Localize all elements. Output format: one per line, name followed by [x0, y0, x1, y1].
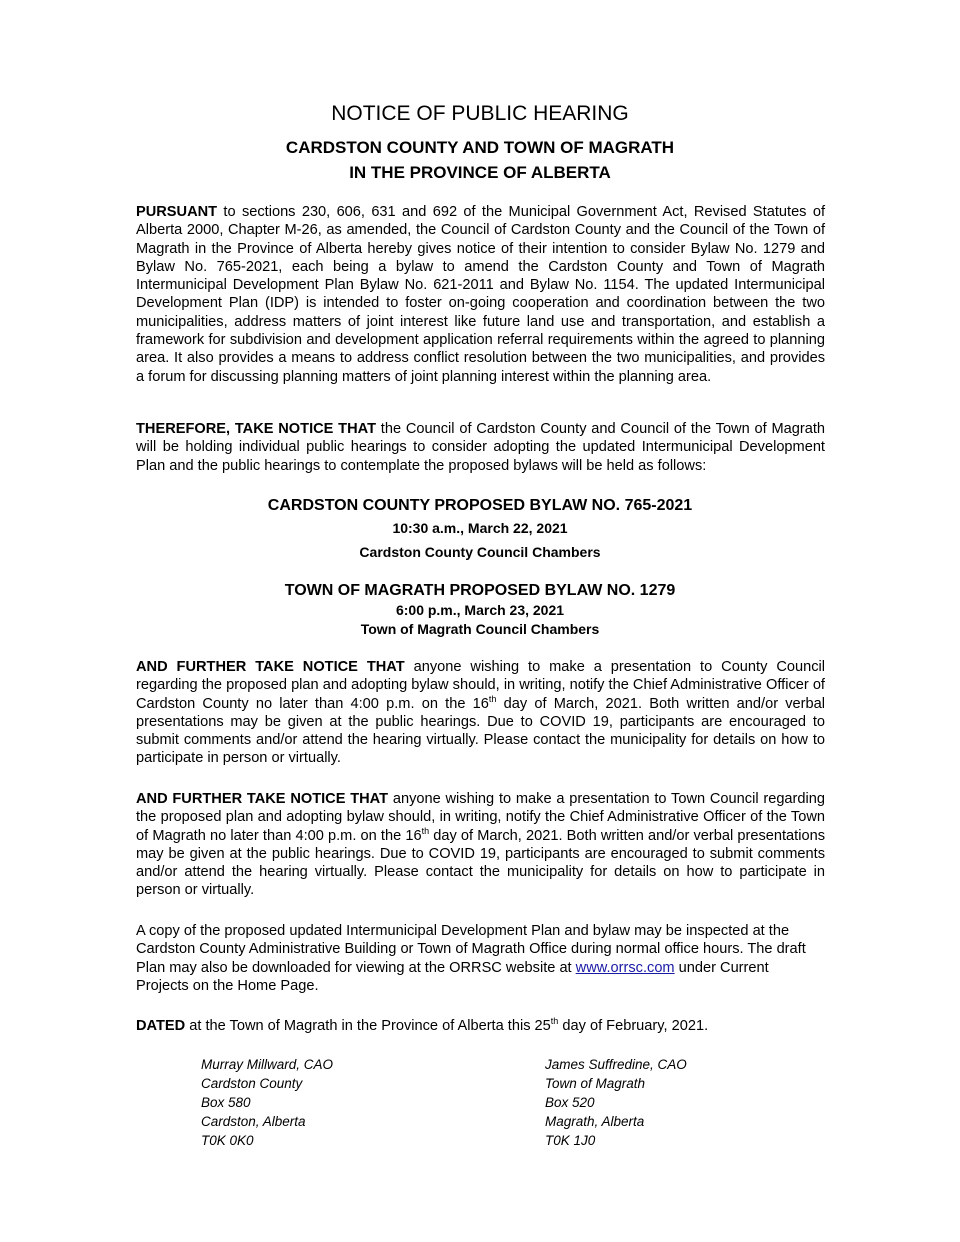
- signatory-name: Murray Millward, CAO: [201, 1057, 334, 1072]
- pursuant-paragraph: [136, 203, 825, 386]
- dated-lead: DATED: [136, 1018, 186, 1034]
- further-town-sup: th: [421, 825, 430, 836]
- pursuant-text: to sections 230, 606, 631 and 692 of the Municipal Government Act, Revised Statutes of Alberta 2000, Chapter M-26, as amended, the Council of Cardston County and the Council of the Town of Magrath in the Province of Alberta hereby gives notice of their intention to consider Bylaw No. 1279 and Bylaw No. 765-2021, each being a bylaw to amend the Cardston County and Town of Magrath Intermunicipal Development Plan Bylaw No. 621-2011 and Bylaw No. 1154. The updated Intermunicipal Development Plan (IDP) is intended to foster on-going cooperation and coordination between the two municipalities, address matters of joint interest like future land use and transportation, and establish a framework for subdivision and development application referral requirements within the agreed to planning area. It also provides a means to address conflict resolution between the two municipalities, and provides a forum for discussing planning matters of joint planning interest within the planning area.: [136, 204, 825, 385]
- town-hearing-place: Town of Magrath Council Chambers: [360, 621, 600, 637]
- orrsc-website-link[interactable]: www.orrsc.com: [575, 959, 675, 976]
- county-hearing-title: CARDSTON COUNTY PROPOSED BYLAW NO. 765-2021: [267, 497, 693, 514]
- signatory-box: Box 520: [545, 1095, 595, 1111]
- further-county-text-a: anyone wishing to make a presentation to County Council regarding the proposed plan and adopting bylaw should, in writing, notify the Chief Administrative Officer of Cardston County no later than 4:00 p.m. on the 16: [136, 659, 825, 712]
- signatory-town: [545, 1055, 687, 1150]
- subtitle-line-1: CARDSTON COUNTY AND TOWN OF MAGRATH: [285, 138, 675, 157]
- signatory-county: [201, 1055, 333, 1150]
- further-town-text-b: day of March, 2021. Both written and/or verbal presentations may be given at the public hearings. Due to COVID 19, participants are encouraged to submit comments and/or attend the hearing virtually. Please contact the municipality for details on how to participate in person or virtually.: [136, 827, 825, 899]
- signatory-city: Magrath, Alberta: [545, 1114, 645, 1130]
- county-hearing-place: Cardston County Council Chambers: [359, 544, 601, 560]
- subtitle-line-2: IN THE PROVINCE OF ALBERTA: [349, 163, 611, 182]
- further-county-text-b: day of March, 2021. Both written and/or verbal presentations may be given at the public hearings. Due to COVID 19, participants are encouraged to submit comments and/or attend the hearing virtually. Please contact the municipality for details on how to participate in person or virtually.: [136, 695, 826, 767]
- copy-notice-paragraph: [136, 922, 825, 995]
- further-county-sup: th: [488, 693, 497, 704]
- signatory-box: Box 580: [201, 1095, 251, 1111]
- further-town-text-a: anyone wishing to make a presentation to Town Council regarding the proposed plan and adopting bylaw should, in writing, notify the Chief Administrative Officer of the Town of Magrath no later than 4:00 p.m. on the 16: [136, 791, 826, 844]
- dated-paragraph: [136, 1017, 825, 1035]
- dated-text-a: at the Town of Magrath in the Province of Alberta this 25: [185, 1018, 551, 1034]
- therefore-paragraph: [136, 420, 825, 475]
- further-county-lead: AND FURTHER TAKE NOTICE THAT: [136, 659, 405, 675]
- copy-notice-text-b: under Current Projects on the Home Page.: [136, 959, 769, 994]
- pursuant-lead: PURSUANT: [136, 204, 218, 220]
- therefore-text: the Council of Cardston County and Council of the Town of Magrath will be holding individual public hearings to consider adopting the updated Intermunicipal Development Plan and the public hearings to contemplate the proposed bylaws will be held as follows:: [136, 421, 825, 474]
- signatory-organization: Town of Magrath: [545, 1076, 646, 1092]
- county-hearing-time: 10:30 a.m., March 22, 2021: [392, 520, 568, 536]
- further-notice-county: [136, 658, 825, 768]
- signatory-name: James Suffredine, CAO: [545, 1057, 687, 1072]
- signatory-postal-code: T0K 1J0: [545, 1133, 596, 1149]
- dated-text-b: day of February, 2021.: [558, 1018, 709, 1034]
- therefore-lead: THEREFORE, TAKE NOTICE THAT: [136, 421, 377, 437]
- town-hearing-title: TOWN OF MAGRATH PROPOSED BYLAW NO. 1279: [284, 582, 676, 599]
- page-title: NOTICE OF PUBLIC HEARING: [331, 102, 629, 125]
- further-town-lead: AND FURTHER TAKE NOTICE THAT: [136, 791, 389, 807]
- signatory-organization: Cardston County: [201, 1076, 303, 1092]
- town-hearing-time: 6:00 p.m., March 23, 2021: [395, 602, 565, 618]
- further-notice-town: [136, 790, 825, 900]
- signatory-city: Cardston, Alberta: [201, 1114, 306, 1130]
- signatory-postal-code: T0K 0K0: [201, 1133, 254, 1149]
- copy-notice-text-a: A copy of the proposed updated Intermunicipal Development Plan and bylaw may be inspected at the Cardston County Administrative Building or Town of Magrath Office during normal office hours. The draft Plan may also be downloaded for viewing at the ORRSC website at: [136, 923, 806, 976]
- dated-sup: th: [550, 1016, 559, 1027]
